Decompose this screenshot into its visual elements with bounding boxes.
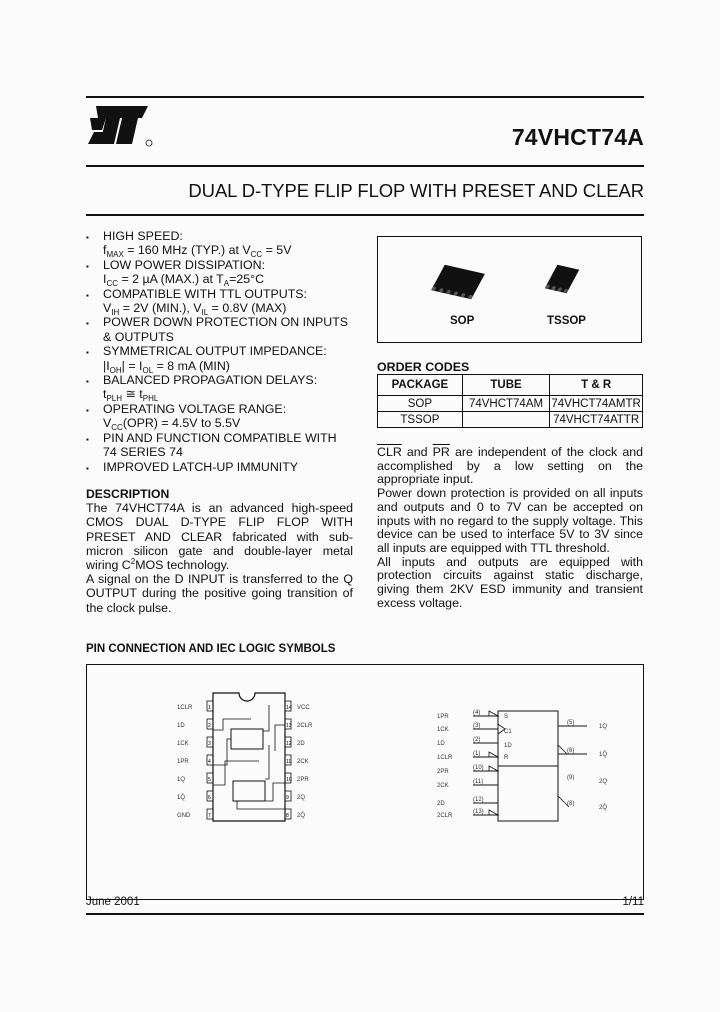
sop-package-image: [431, 265, 485, 300]
feature-title: OPERATING VOLTAGE RANGE:: [103, 401, 287, 416]
feature-item: [86, 287, 361, 316]
bullet-icon: ▪: [86, 463, 89, 473]
svg-text:2Q: 2Q: [297, 795, 306, 801]
clr-pr-paragraph: $\overline{CLR}$ and $\overline{PR}$ are independent of the clock and accomplished by a low setting on the appropriate input.: [377, 445, 643, 487]
svg-text:12: 12: [286, 741, 292, 747]
svg-text:(12): (12): [473, 797, 484, 803]
feature-item: [86, 460, 361, 474]
feature-item: [86, 258, 361, 287]
column-header: PACKAGE: [378, 375, 463, 396]
pin-connection-diagram: [177, 691, 327, 831]
table-row: [378, 396, 643, 412]
column-header: TUBE: [462, 375, 549, 396]
footer-page-number: 1/11: [622, 896, 644, 908]
svg-text:(1): (1): [473, 751, 481, 757]
svg-text:VCC: VCC: [297, 705, 310, 711]
table-cell: SOP: [378, 396, 463, 412]
svg-text:3: 3: [208, 741, 211, 747]
feature-detail: $V_{IH} = 2V$ (MIN.), $V_{IL} = 0.8V$ (MAX): [103, 301, 287, 318]
part-number-title: 74VHCT74A: [511, 124, 644, 150]
feature-item: [86, 373, 361, 402]
svg-text:13: 13: [286, 723, 292, 729]
svg-text:(5): (5): [567, 720, 575, 726]
esd-paragraph: All inputs and outputs are equipped with protection circuits against static discharge, giving them 2KV ESD immunity and transient excess voltage.: [377, 554, 643, 610]
svg-text:1D: 1D: [177, 723, 185, 729]
svg-text:10: 10: [286, 777, 292, 783]
svg-text:(2): (2): [473, 737, 481, 743]
svg-text:1D: 1D: [504, 743, 512, 749]
feature-item: [86, 344, 361, 373]
svg-text:2CLR: 2CLR: [297, 723, 313, 729]
pin-connection-box: [86, 664, 644, 900]
svg-text:(6): (6): [567, 748, 575, 754]
feature-title: COMPATIBLE WITH TTL OUTPUTS:: [103, 286, 307, 301]
subtitle-rule: [86, 214, 644, 216]
feature-title: IMPROVED LATCH-UP IMMUNITY: [103, 459, 299, 474]
footer-rule: [86, 913, 644, 915]
svg-text:1CLR: 1CLR: [177, 705, 193, 711]
svg-text:2PR: 2PR: [437, 769, 449, 775]
footer-date: June 2001: [86, 896, 140, 908]
svg-text:2Q̄: 2Q̄: [599, 805, 608, 811]
svg-text:1Q̄: 1Q̄: [599, 752, 608, 758]
bullet-icon: ▪: [86, 233, 89, 242]
svg-text:(3): (3): [473, 723, 481, 729]
feature-detail: $|I_{OH}| = I_{OL} = 8$ mA (MIN): [103, 358, 230, 375]
tssop-package-image: [545, 265, 579, 293]
title-rule: [86, 165, 644, 167]
svg-text:1PR: 1PR: [177, 759, 189, 765]
features-list: [86, 229, 361, 474]
svg-text:1D: 1D: [437, 741, 445, 747]
svg-text:2CLR: 2CLR: [437, 813, 453, 819]
svg-text:2CK: 2CK: [437, 783, 449, 789]
feature-title: HIGH SPEED:: [103, 229, 183, 243]
table-row: [378, 412, 643, 428]
svg-text:8: 8: [286, 813, 289, 819]
svg-text:C1: C1: [504, 729, 512, 735]
description-section: [86, 487, 353, 615]
st-logo: [86, 104, 156, 150]
order-codes-table: [377, 374, 643, 428]
description-paragraph-1: The 74VHCT74A is an advanced high-speed CMOS DUAL D-TYPE FLIP FLOP WITH PRESET AND CLEAR fabricated with sub-micron silicon gate and double-layer metal wiring $C^2MOS$ technology.: [86, 501, 353, 573]
table-cell: TSSOP: [378, 412, 463, 428]
bullet-icon: ▪: [86, 319, 89, 329]
sop-label: SOP: [450, 315, 475, 327]
feature-item: [86, 229, 361, 258]
feature-title: SYMMETRICAL OUTPUT IMPEDANCE:: [103, 344, 327, 359]
bullet-icon: ▪: [86, 377, 89, 387]
feature-title: POWER DOWN PROTECTION ON INPUTS: [103, 315, 349, 330]
svg-text:S: S: [504, 714, 509, 720]
table-cell: [462, 412, 549, 428]
feature-detail: 74 SERIES 74: [103, 445, 183, 460]
svg-text:1PR: 1PR: [437, 714, 449, 720]
feature-item: [86, 315, 361, 344]
svg-text:(13): (13): [473, 809, 484, 815]
feature-item: [86, 402, 361, 431]
svg-text:11: 11: [286, 759, 292, 765]
svg-text:2CK: 2CK: [297, 759, 309, 765]
package-images-box: [377, 236, 642, 343]
svg-text:(10): (10): [473, 765, 484, 771]
feature-item: [86, 431, 361, 460]
svg-text:1: 1: [208, 705, 211, 711]
right-column-text: [377, 446, 643, 610]
table-cell: 74VHCT74AM: [462, 396, 549, 412]
svg-text:(9): (9): [567, 775, 575, 781]
svg-text:2Q̄: 2Q̄: [297, 813, 306, 819]
feature-title: LOW POWER DISSIPATION:: [103, 257, 266, 272]
svg-text:6: 6: [208, 795, 211, 801]
table-header-row: [378, 375, 643, 396]
feature-detail: $t_{PLH}$ ≅ $t_{PHL}$: [103, 387, 159, 404]
pin-connection-heading: PIN CONNECTION AND IEC LOGIC SYMBOLS: [86, 643, 336, 655]
svg-text:1CK: 1CK: [177, 741, 189, 747]
svg-text:14: 14: [286, 705, 292, 711]
svg-text:2Q: 2Q: [599, 779, 608, 785]
svg-text:2: 2: [208, 723, 211, 729]
svg-text:(8): (8): [567, 801, 575, 807]
svg-text:1CLR: 1CLR: [437, 755, 453, 761]
svg-text:5: 5: [208, 777, 211, 783]
bullet-icon: ▪: [86, 348, 89, 358]
bullet-icon: ▪: [86, 405, 89, 415]
column-header: T & R: [550, 375, 643, 396]
feature-detail: $I_{CC} = 2$ µA (MAX.) at $T_A=25^\circ C$: [103, 272, 265, 289]
svg-text:1CK: 1CK: [437, 727, 449, 733]
svg-text:(4): (4): [473, 710, 481, 716]
svg-text:2D: 2D: [297, 741, 305, 747]
svg-text:1Q: 1Q: [599, 724, 608, 730]
order-codes-heading: ORDER CODES: [377, 360, 470, 374]
feature-detail: & OUTPUTS: [103, 329, 174, 344]
feature-title: BALANCED PROPAGATION DELAYS:: [103, 373, 318, 388]
feature-detail: $f_{MAX} = 160$ MHz (TYP.) at $V_{CC} = 5V$: [103, 243, 292, 260]
svg-text:4: 4: [208, 759, 211, 765]
svg-text:R: R: [504, 755, 509, 761]
table-cell: 74VHCT74AMTR: [551, 397, 641, 410]
power-down-paragraph: Power down protection is provided on all inputs and outputs and 0 to 7V can be accepted on inputs with no regard to the supply voltage. This device can be used to interface 5V to 3V since all inputs are equipped with TTL threshold.: [377, 486, 643, 555]
svg-text:(11): (11): [473, 779, 484, 785]
tssop-label: TSSOP: [547, 315, 586, 327]
iec-logic-symbol: [437, 699, 637, 829]
description-heading: DESCRIPTION: [86, 487, 170, 501]
svg-text:2D: 2D: [437, 801, 445, 807]
bullet-icon: ▪: [86, 434, 89, 444]
feature-title: PIN AND FUNCTION COMPATIBLE WITH: [103, 430, 337, 445]
svg-text:2PR: 2PR: [297, 777, 309, 783]
svg-text:1Q̄: 1Q̄: [177, 795, 186, 801]
table-cell: 74VHCT74ATTR: [550, 412, 643, 428]
bullet-icon: ▪: [86, 290, 89, 300]
top-rule: [86, 96, 644, 98]
svg-text:GND: GND: [177, 813, 191, 819]
svg-text:1Q: 1Q: [177, 777, 186, 783]
subtitle: DUAL D-TYPE FLIP FLOP WITH PRESET AND CLEAR: [188, 180, 644, 201]
bullet-icon: ▪: [86, 261, 89, 271]
feature-detail: $V_{CC}(OPR) = 4.5V$ to 5.5V: [103, 416, 241, 433]
svg-text:9: 9: [286, 795, 289, 801]
svg-text:7: 7: [208, 813, 211, 819]
description-paragraph-2: A signal on the D INPUT is transferred to the Q OUTPUT during the positive going transition of the clock pulse.: [86, 572, 353, 615]
